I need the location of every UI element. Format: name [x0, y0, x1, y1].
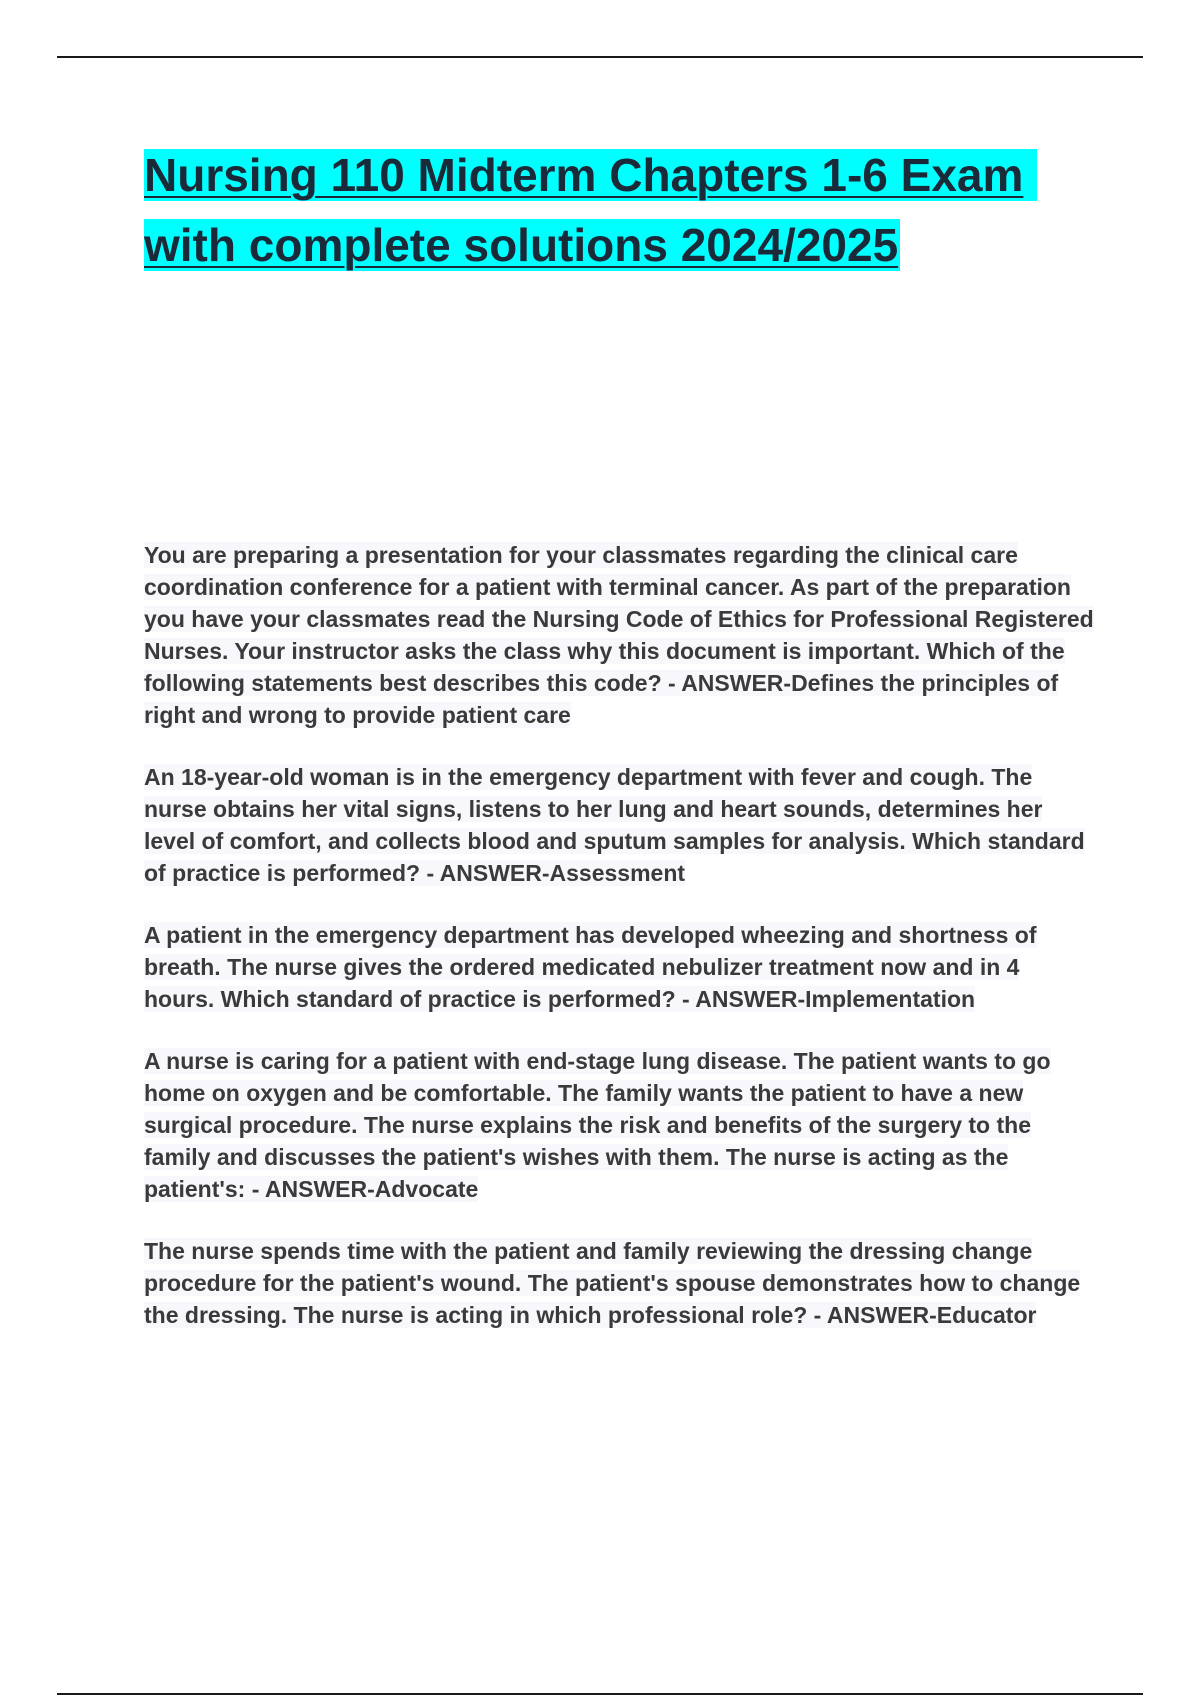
qa-item: The nurse spends time with the patient and family reviewing the dressing change procedure for the patient's wound. The patient's spouse demonstrates how to change the dressing. The nurse is acting in which professional role? - ANSWER-Educator	[144, 1238, 1081, 1328]
qa-item: A nurse is caring for a patient with end-stage lung disease. The patient wants to go home on oxygen and be comfortable. The family wants the patient to have a new surgical procedure. The nurse explains the risk and benefits of the surgery to the family and discusses the patient's wishes with them. The nurse is acting as the patient's: - ANSWER-Advocate	[144, 1048, 1051, 1202]
bottom-rule	[57, 1693, 1143, 1695]
qa-item: A patient in the emergency department has developed wheezing and shortness of breath. The nurse gives the ordered medicated nebulizer treatment now and in 4 hours. Which standard of practice is performed? - ANSWER-Implementation	[144, 922, 1037, 1012]
qa-item: You are preparing a presentation for your classmates regarding the clinical care coordination conference for a patient with terminal cancer. As part of the preparation you have your classmates read the Nursing Code of Ethics for Professional Registered Nurses. Your instructor asks the class why this document is important. Which of the following statements best describes this code? - ANSWER-Defines the principles of right and wrong to provide patient care	[144, 542, 1094, 728]
title-line-1: Nursing 110 Midterm Chapters 1-6 Exam	[144, 140, 1094, 210]
question-answer-list	[144, 539, 1094, 1361]
document-title	[144, 140, 1094, 280]
title-line-2: with complete solutions 2024/2025	[144, 219, 899, 271]
top-rule	[57, 56, 1143, 58]
qa-item: An 18-year-old woman is in the emergency department with fever and cough. The nurse obtains her vital signs, listens to her lung and heart sounds, determines her level of comfort, and collects blood and sputum samples for analysis. Which standard of practice is performed? - ANSWER-Assessment	[144, 764, 1085, 886]
